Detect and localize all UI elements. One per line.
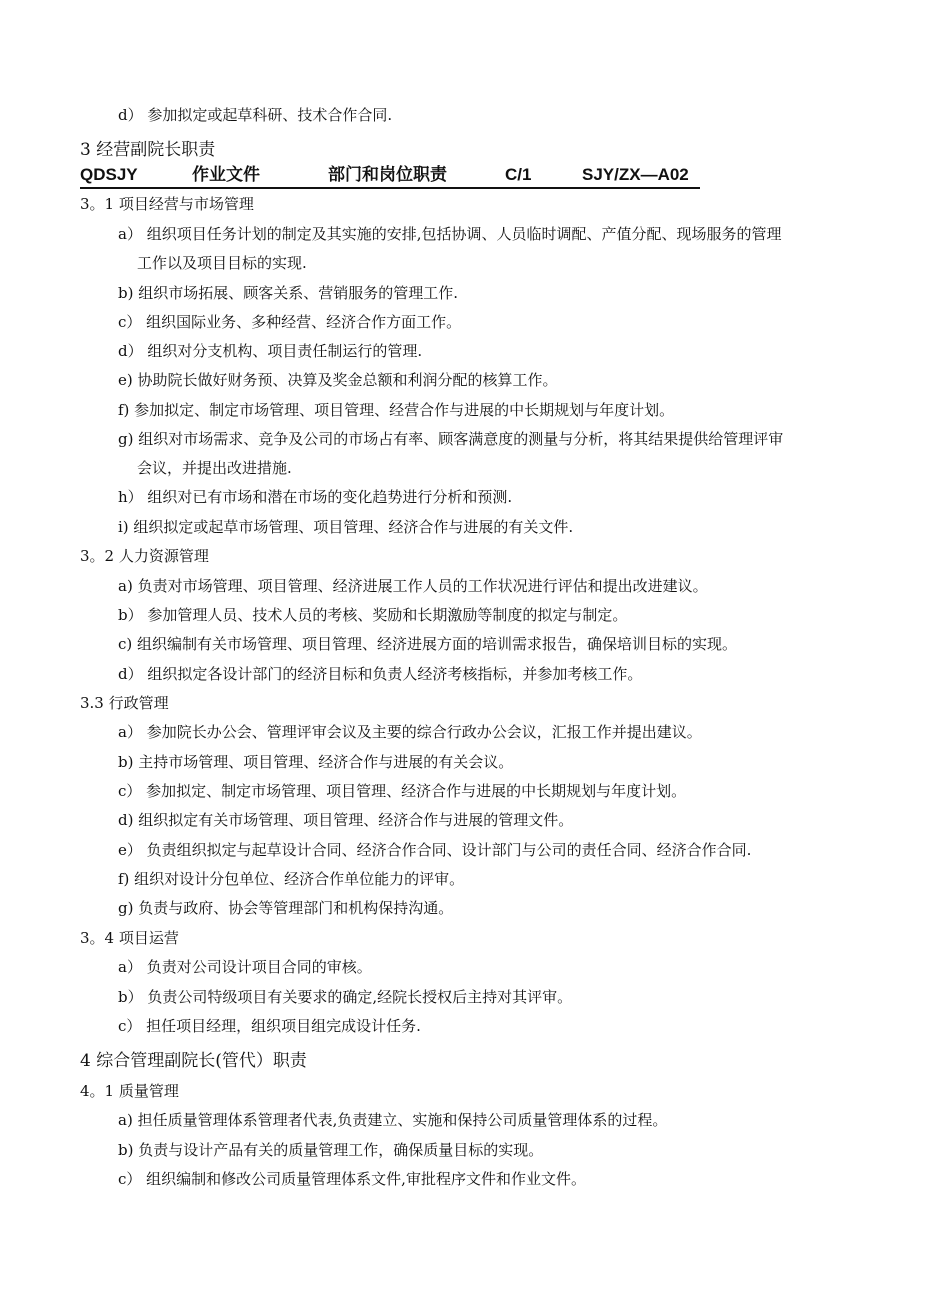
list-item: c） 组织国际业务、多种经营、经济合作方面工作。	[118, 313, 462, 331]
subsection-title: 3。2 人力资源管理	[80, 547, 209, 565]
list-item: i) 组织拟定或起草市场管理、项目管理、经济合作与进展的有关文件.	[118, 518, 574, 536]
list-item: c) 组织编制有关市场管理、项目管理、经济进展方面的培训需求报告，确保培训目标的实现。	[118, 635, 738, 653]
list-item: e） 负责组织拟定与起草设计合同、经济合作合同、设计部门与公司的责任合同、经济合作合同.	[118, 841, 752, 859]
list-item: e) 协助院长做好财务预、决算及奖金总额和利润分配的核算工作。	[118, 371, 558, 389]
list-item: g) 负责与政府、协会等管理部门和机构保持沟通。	[118, 899, 454, 917]
section-title: 4 综合管理副院长(管代）职责	[80, 1051, 307, 1071]
list-item: b) 主持市场管理、项目管理、经济合作与进展的有关会议。	[118, 753, 514, 771]
list-item: a） 组织项目任务计划的制定及其实施的安排,包括协调、人员临时调配、产值分配、现场服务的管理	[118, 225, 782, 243]
list-item: a） 负责对公司设计项目合同的审核。	[118, 958, 372, 976]
list-item: b) 负责与设计产品有关的质量管理工作，确保质量目标的实现。	[118, 1141, 544, 1159]
subsection-title: 3.3 行政管理	[80, 694, 169, 712]
header-code: SJY/ZX—A02	[582, 165, 689, 184]
list-item: c） 参加拟定、制定市场管理、项目管理、经济合作与进展的中长期规划与年度计划。	[118, 782, 687, 800]
subsection-title: 3。1 项目经营与市场管理	[80, 195, 254, 213]
list-item-continuation: 工作以及项目目标的实现.	[137, 254, 307, 272]
list-item: b) 组织市场拓展、顾客关系、营销服务的管理工作.	[118, 284, 458, 302]
list-item: a） 参加院长办公会、管理评审会议及主要的综合行政办公会议，汇报工作并提出建议。	[118, 723, 702, 741]
header-doc-name: 部门和岗位职责	[328, 165, 447, 184]
list-item-continuation: 会议，并提出改进措施.	[137, 459, 292, 477]
subsection-title: 3。4 项目运营	[80, 929, 179, 947]
header-org: QDSJY	[80, 165, 138, 184]
list-item: g) 组织对市场需求、竞争及公司的市场占有率、顾客满意度的测量与分析，将其结果提供给管理评审	[118, 430, 784, 448]
list-item: h） 组织对已有市场和潜在市场的变化趋势进行分析和预测.	[118, 488, 513, 506]
list-item: c） 担任项目经理，组织项目组完成设计任务.	[118, 1017, 421, 1035]
list-item: b） 负责公司特级项目有关要求的确定,经院长授权后主持对其评审。	[118, 988, 573, 1006]
list-item: d） 参加拟定或起草科研、技术合作合同.	[118, 106, 393, 124]
list-item: d） 组织拟定各设计部门的经济目标和负责人经济考核指标，并参加考核工作。	[118, 665, 643, 683]
document-header	[80, 163, 700, 189]
header-doc-type: 作业文件	[192, 165, 260, 184]
list-item: b） 参加管理人员、技术人员的考核、奖励和长期激励等制度的拟定与制定。	[118, 606, 628, 624]
list-item: d） 组织对分支机构、项目责任制运行的管理.	[118, 342, 423, 360]
list-item: c） 组织编制和修改公司质量管理体系文件,审批程序文件和作业文件。	[118, 1170, 586, 1188]
subsection-title: 4。1 质量管理	[80, 1082, 179, 1100]
section-title: 3 经营副院长职责	[80, 140, 216, 160]
list-item: d) 组织拟定有关市场管理、项目管理、经济合作与进展的管理文件。	[118, 811, 574, 829]
list-item: f) 参加拟定、制定市场管理、项目管理、经营合作与进展的中长期规划与年度计划。	[118, 401, 675, 419]
header-version: C/1	[505, 165, 532, 184]
list-item: a) 担任质量管理体系管理者代表,负责建立、实施和保持公司质量管理体系的过程。	[118, 1111, 668, 1129]
list-item: f) 组织对设计分包单位、经济合作单位能力的评审。	[118, 870, 465, 888]
list-item: a) 负责对市场管理、项目管理、经济进展工作人员的工作状况进行评估和提出改进建议。	[118, 577, 708, 595]
